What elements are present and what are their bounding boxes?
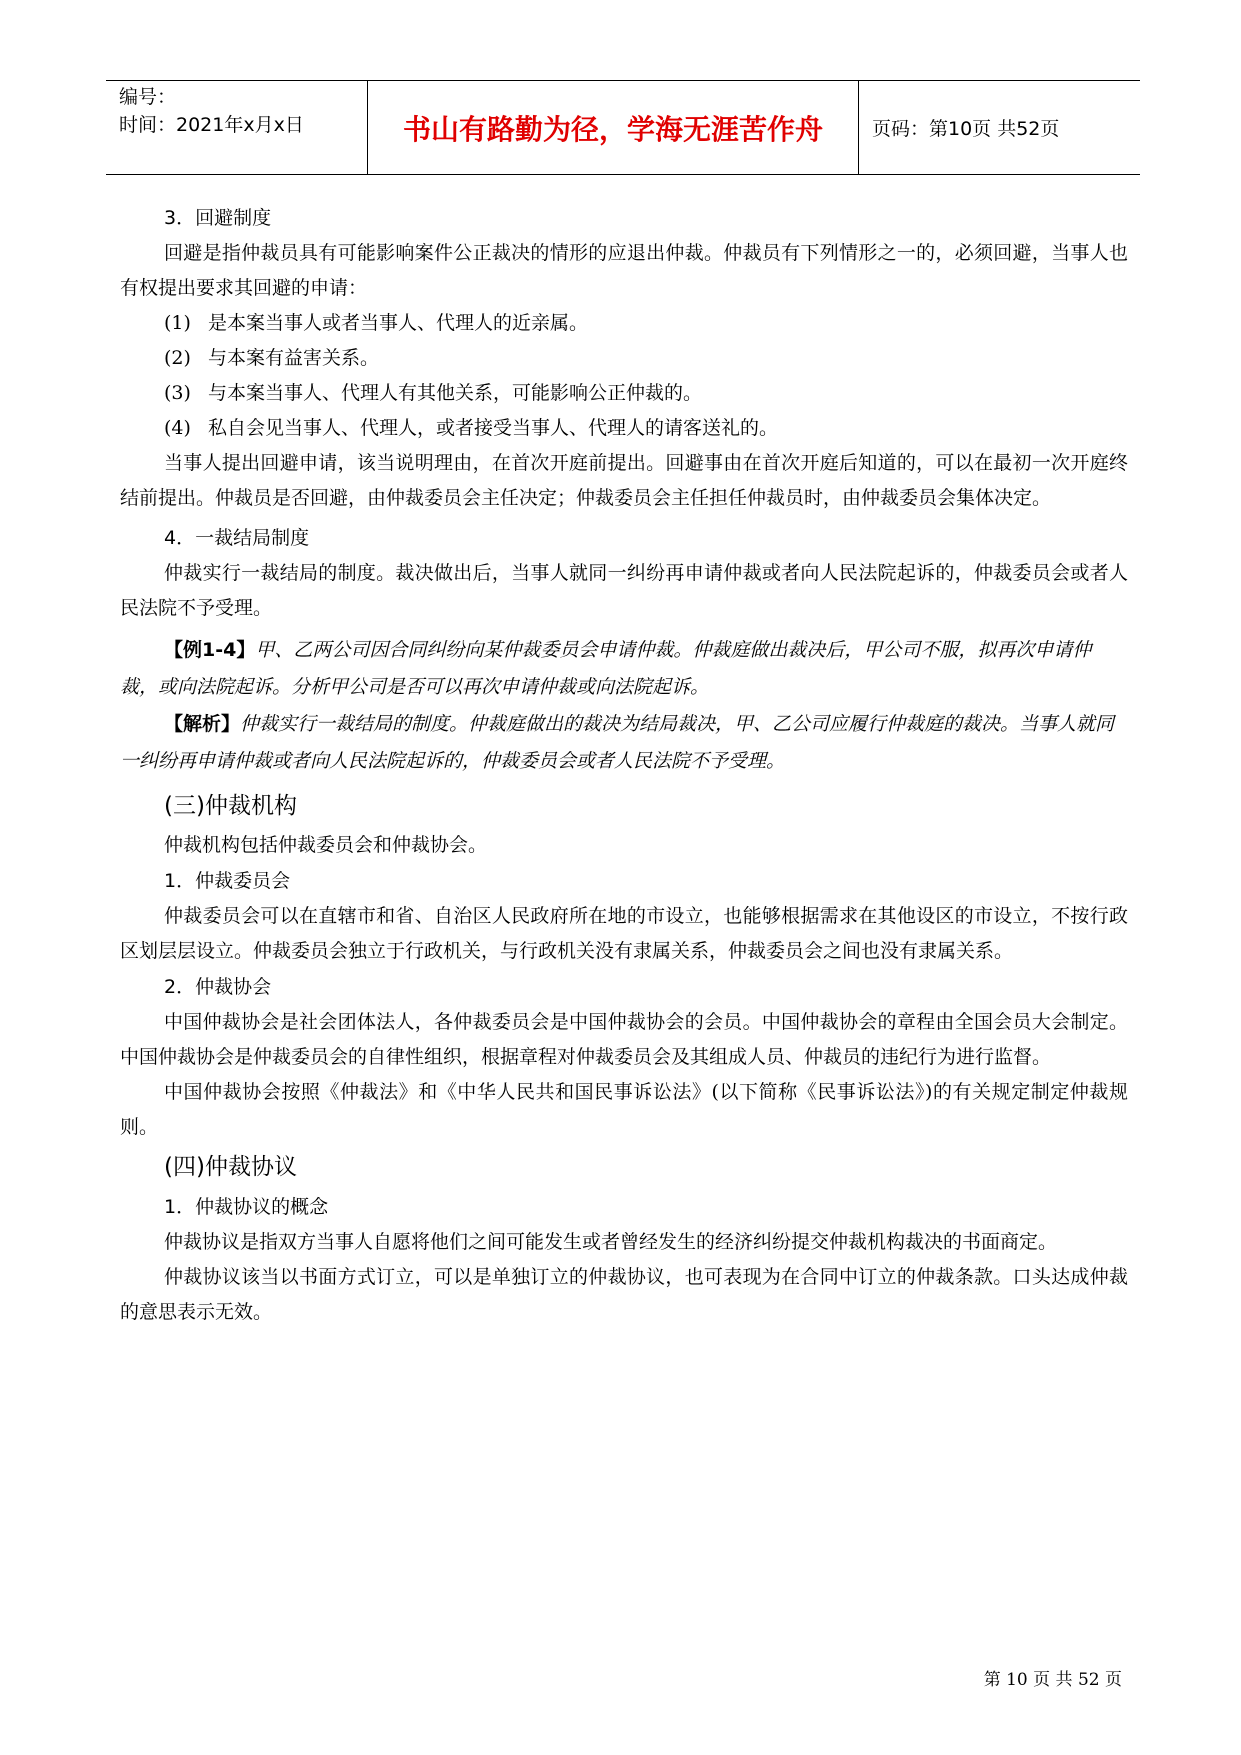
paragraph: 当事人提出回避申请，该当说明理由，在首次开庭前提出。回避事由在首次开庭后知道的，可以在最初一次开庭终结前提出。仲裁员是否回避，由仲裁委员会主任决定；仲裁委员会主任担任仲裁员时，由仲裁委员会集体决定。: [120, 452, 1128, 509]
list-item: (1) 是本案当事人或者当事人、代理人的近亲属。: [164, 312, 589, 334]
example-paragraph: 【例1-4】甲、乙两公司因合同纠纷向某仲裁委员会申请仲裁。仲裁庭做出裁决后，甲公司不服，拟再次申请仲裁，或向法院起诉。分析甲公司是否可以再次申请仲裁或向法院起诉。: [120, 639, 1092, 698]
subsection-title: 1．仲裁协议的概念: [164, 1196, 329, 1218]
header-time: 时间：2021年x月x日: [119, 114, 304, 136]
section-title: (四)仲裁协议: [164, 1154, 297, 1180]
analysis-paragraph: 【解析】仲裁实行一裁结局的制度。仲裁庭做出的裁决为结局裁决，甲、乙公司应履行仲裁庭的裁决。当事人就同一纠纷再申请仲裁或者向人民法院起诉的，仲裁委员会或者人民法院不予受理。: [120, 713, 1115, 772]
subsection-title: 4．一裁结局制度: [164, 527, 310, 549]
paragraph: 中国仲裁协会按照《仲裁法》和《中华人民共和国民事诉讼法》(以下简称《民事诉讼法》)的有关规定制定仲裁规则。: [120, 1081, 1128, 1138]
paragraph: 回避是指仲裁员具有可能影响案件公正裁决的情形的应退出仲裁。仲裁员有下列情形之一的，必须回避，当事人也有权提出要求其回避的申请：: [120, 242, 1128, 299]
subsection-title: 1．仲裁委员会: [164, 870, 291, 892]
paragraph: 仲裁协议是指双方当事人自愿将他们之间可能发生或者曾经发生的经济纠纷提交仲裁机构裁决的书面商定。: [164, 1231, 1058, 1253]
list-item: (3) 与本案当事人、代理人有其他关系，可能影响公正仲裁的。: [164, 382, 703, 404]
analysis-label: 【解析】: [164, 713, 241, 735]
paragraph: 中国仲裁协会是社会团体法人，各仲裁委员会是中国仲裁协会的会员。中国仲裁协会的章程由全国会员大会制定。中国仲裁协会是仲裁委员会的自律性组织，根据章程对仲裁委员会及其组成人员、仲裁员的违纪行为进行监督。: [120, 1011, 1128, 1068]
section-title: (三)仲裁机构: [164, 793, 297, 819]
example-label: 【例1-4】: [164, 639, 256, 661]
page-footer: 第 10 页 共 52 页: [983, 1670, 1122, 1690]
document-header: [106, 80, 1140, 175]
header-page-info: 页码：第10页 共52页: [872, 118, 1060, 140]
list-item: (2) 与本案有益害关系。: [164, 347, 380, 369]
list-item: (4) 私自会见当事人、代理人，或者接受当事人、代理人的请客送礼的。: [164, 417, 779, 439]
document-body: [120, 200, 1128, 1330]
paragraph: 仲裁机构包括仲裁委员会和仲裁协会。: [164, 834, 488, 856]
paragraph: 仲裁协议该当以书面方式订立，可以是单独订立的仲裁协议，也可表现为在合同中订立的仲裁条款。口头达成仲裁的意思表示无效。: [120, 1266, 1128, 1323]
header-motto: 书山有路勤为径，学海无涯苦作舟: [368, 81, 859, 174]
paragraph: 仲裁实行一裁结局的制度。裁决做出后，当事人就同一纠纷再申请仲裁或者向人民法院起诉的，仲裁委员会或者人民法院不予受理。: [120, 562, 1128, 619]
subsection-title: 2．仲裁协会: [164, 976, 272, 998]
header-number: 编号：: [119, 86, 177, 108]
header-meta: [106, 81, 368, 174]
subsection-title: 3．回避制度: [164, 207, 272, 229]
paragraph: 仲裁委员会可以在直辖市和省、自治区人民政府所在地的市设立，也能够根据需求在其他设区的市设立，不按行政区划层层设立。仲裁委员会独立于行政机关，与行政机关没有隶属关系，仲裁委员会之间也没有隶属关系。: [120, 905, 1128, 962]
